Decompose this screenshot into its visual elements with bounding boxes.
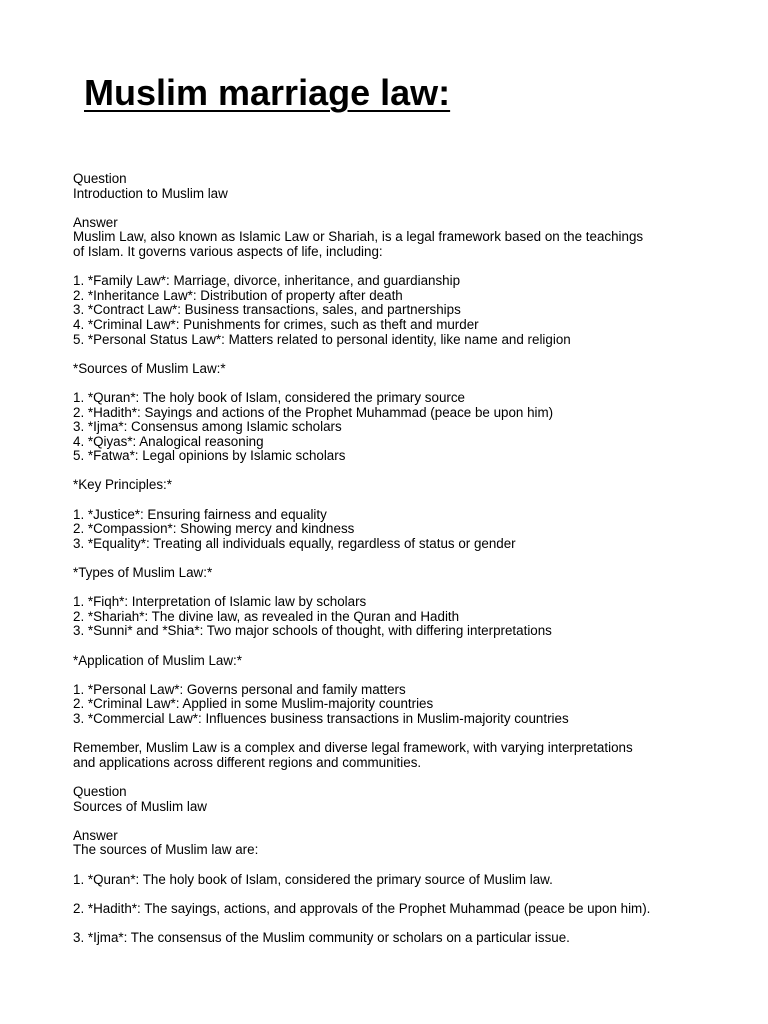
blank-line: [73, 770, 713, 785]
blank-line: [73, 260, 713, 275]
blank-line: [73, 581, 713, 596]
text-line: 2. *Inheritance Law*: Distribution of property after death: [73, 287, 403, 303]
text-line: of Islam. It governs various aspects of life, including:: [73, 243, 383, 259]
blank-line: [73, 639, 713, 654]
text-line: 1. *Fiqh*: Interpretation of Islamic law by scholars: [73, 594, 367, 610]
text-line: 3. *Ijma*: Consensus among Islamic scholars: [73, 419, 342, 435]
text-line: Answer: [73, 214, 118, 230]
text-line: 5. *Personal Status Law*: Matters related to personal identity, like name and religion: [73, 331, 571, 347]
text-line: 1. *Quran*: The holy book of Islam, considered the primary source: [73, 389, 465, 405]
text-line: 2. *Hadith*: The sayings, actions, and approvals of the Prophet Muhammad (peace be upon him).: [73, 900, 651, 916]
text-line: *Sources of Muslim Law:*: [73, 360, 226, 376]
blank-line: [73, 464, 713, 479]
blank-line: [73, 376, 713, 391]
blank-line: [73, 887, 713, 902]
text-line: Muslim Law, also known as Islamic Law or Shariah, is a legal framework based on the teachings: [73, 229, 644, 245]
blank-line: [73, 347, 713, 362]
blank-line: [73, 727, 713, 742]
document-body: [73, 172, 713, 945]
blank-line: [73, 551, 713, 566]
text-line: 3. *Ijma*: The consensus of the Muslim community or scholars on a particular issue.: [73, 929, 570, 945]
text-line: and applications across different regions and communities.: [73, 754, 422, 770]
text-line: Sources of Muslim law: [73, 798, 207, 814]
text-line: The sources of Muslim law are:: [73, 842, 259, 858]
text-line: *Types of Muslim Law:*: [73, 565, 213, 581]
blank-line: [73, 858, 713, 873]
text-line: 3. *Contract Law*: Business transactions, sales, and partnerships: [73, 302, 461, 318]
text-line: *Key Principles:*: [73, 477, 172, 493]
blank-line: [73, 493, 713, 508]
text-line: 4. *Criminal Law*: Punishments for crimes, such as theft and murder: [73, 316, 479, 332]
text-line: Question: [73, 171, 127, 186]
blank-line: [73, 916, 713, 931]
text-line: 1. *Personal Law*: Governs personal and family matters: [73, 681, 406, 697]
page-title: Muslim marriage law:: [84, 72, 451, 113]
blank-line: [73, 668, 713, 683]
text-line: 1. *Family Law*: Marriage, divorce, inheritance, and guardianship: [73, 273, 461, 289]
text-line: 5. *Fatwa*: Legal opinions by Islamic scholars: [73, 448, 346, 464]
text-line: Question: [73, 783, 127, 799]
text-line: Answer: [73, 827, 118, 843]
text-line: 3. *Equality*: Treating all individuals equally, regardless of status or gender: [73, 535, 516, 551]
blank-line: [73, 201, 713, 216]
text-line: Introduction to Muslim law: [73, 185, 228, 201]
text-line: 3. *Sunni* and *Shia*: Two major schools of thought, with differing interpretations: [73, 623, 552, 639]
text-line: 2. *Shariah*: The divine law, as revealed in the Quran and Hadith: [73, 608, 460, 624]
text-line: 2. *Hadith*: Sayings and actions of the Prophet Muhammad (peace be upon him): [73, 404, 554, 420]
text-line: 1. *Quran*: The holy book of Islam, considered the primary source of Muslim law.: [73, 871, 553, 887]
text-line: *Application of Muslim Law:*: [73, 652, 242, 668]
text-line: 4. *Qiyas*: Analogical reasoning: [73, 433, 264, 449]
text-line: 3. *Commercial Law*: Influences business transactions in Muslim-majority countries: [73, 710, 569, 726]
blank-line: [73, 814, 713, 829]
text-line: 1. *Justice*: Ensuring fairness and equality: [73, 506, 327, 522]
text-line: 2. *Criminal Law*: Applied in some Muslim-majority countries: [73, 696, 434, 712]
text-line: Remember, Muslim Law is a complex and diverse legal framework, with varying interpretations: [73, 740, 633, 756]
text-line: 2. *Compassion*: Showing mercy and kindness: [73, 521, 355, 537]
